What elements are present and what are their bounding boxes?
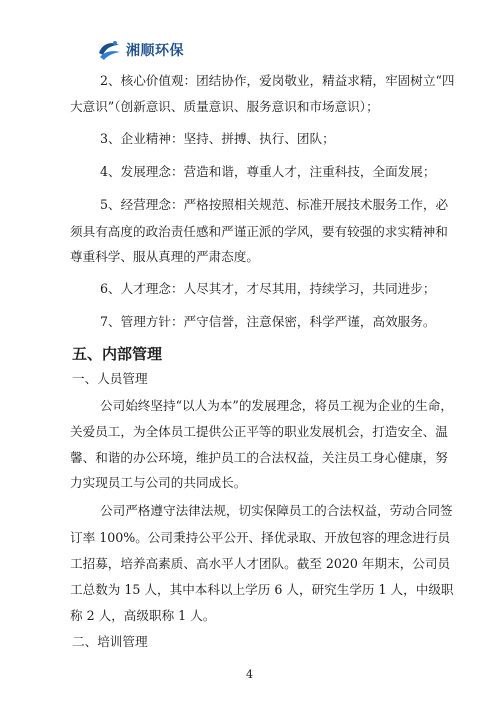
talent-line: 6、人才理念：人尽其才，才尽其用，持续学习，共同进步；: [100, 281, 436, 296]
para2-line-5: 称 2 人，高级职称 1 人。: [70, 608, 216, 623]
page-number: 4: [246, 668, 253, 681]
company-logo: [96, 36, 184, 64]
core-values-line-1: 2、核心价值观：团结协作，爱岗敬业，精益求精，牢固树立“四: [100, 73, 455, 88]
development-line: 4、发展理念：营造和谐，尊重人才，注重科技，全面发展；: [100, 164, 436, 179]
logo-mark-icon: [96, 37, 122, 63]
para1-line-4: 力实现员工与公司的共同成长。: [70, 475, 247, 490]
section-title: 五、内部管理: [72, 345, 163, 363]
business-line-2: 须具有高度的政治责任感和严谨正派的学风，要有较强的求实精神和: [70, 224, 448, 239]
spirit-line: 3、企业精神：坚持、拼搏、执行、团队；: [100, 131, 335, 146]
core-values-line-2: 大意识”（创新意识、质量意识、服务意识和市场意识）；: [70, 99, 379, 114]
para2-line-3: 工招募，培养高素质、高水平人才团队。截至 2020 年期末，公司员: [70, 556, 451, 571]
para2-line-2: 订率 100%。公司秉持公平公开、择优录取、开放包容的理念进行员: [70, 530, 451, 545]
training-title: 二、培训管理: [72, 634, 148, 649]
business-line-1: 5、经营理念：严格按照相关规范、标准开展技术服务工作，必: [100, 197, 449, 212]
business-line-3: 尊重科学、服从真理的严肃态度。: [70, 249, 259, 264]
para1-line-3: 馨、和谐的办公环境，维护员工的合法权益，关注员工身心健康，努: [70, 450, 448, 465]
logo-text: 湘顺环保: [126, 43, 184, 59]
para1-line-2: 关爱员工，为全体员工提供公正平等的职业发展机会，打造安全、温: [70, 424, 448, 439]
para2-line-4: 工总数为 15 人，其中本科以上学历 6 人，研究生学历 1 人，中级职: [70, 582, 454, 597]
personnel-title: 一、人员管理: [72, 371, 148, 386]
management-line: 7、管理方针：严守信誉，注意保密，科学严谨，高效服务。: [100, 314, 436, 329]
para1-line-1: 公司始终坚持“以人为本”的发展理念，将员工视为企业的生命，: [100, 398, 453, 413]
para2-line-1: 公司严格遵守法律法规，切实保障员工的合法权益，劳动合同签: [100, 503, 453, 518]
